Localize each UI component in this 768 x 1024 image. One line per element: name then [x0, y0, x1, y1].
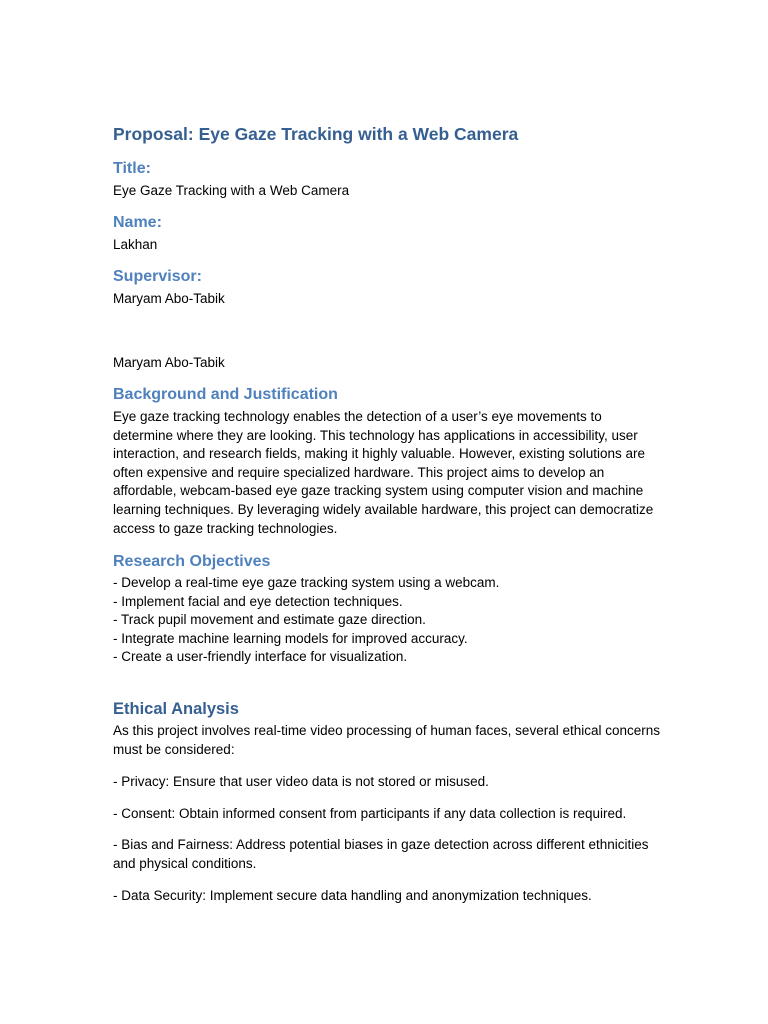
- title-label: Title:: [113, 160, 151, 177]
- supervisor-label: Supervisor:: [113, 268, 202, 285]
- list-item: - Implement facial and eye detection techniques.: [113, 593, 403, 609]
- background-heading: Background and Justification: [113, 386, 338, 403]
- ethics-point-security: - Data Security: Implement secure data handling and anonymization techniques.: [113, 888, 592, 903]
- objectives-heading: Research Objectives: [113, 553, 271, 570]
- ethics-intro: As this project involves real-time video processing of human faces, several ethical concerns must be considered:: [113, 723, 661, 757]
- supervisor-value: Maryam Abo-Tabik: [113, 291, 225, 306]
- list-item: - Create a user-friendly interface for visualization.: [113, 649, 408, 665]
- ethics-point-privacy: - Privacy: Ensure that user video data is not stored or misused.: [113, 774, 489, 789]
- ethics-heading: Ethical Analysis: [113, 700, 239, 718]
- list-item: - Develop a real-time eye gaze tracking system using a webcam.: [113, 575, 500, 590]
- ethics-point-bias: - Bias and Fairness: Address potential biases in gaze detection across different ethnicities and physical conditions.: [113, 837, 649, 871]
- supervisor-value-repeat: Maryam Abo-Tabik: [113, 355, 225, 370]
- name-value: Lakhan: [113, 237, 158, 252]
- title-value: Eye Gaze Tracking with a Web Camera: [113, 183, 350, 198]
- name-label: Name:: [113, 214, 162, 231]
- document-title: Proposal: Eye Gaze Tracking with a Web Camera: [113, 124, 519, 144]
- background-paragraph: Eye gaze tracking technology enables the detection of a user’s eye movements to determine where they are looking. This technology has applications in accessibility, user interaction, and research fields, making it highly valuable. However, existing solutions are often expensive and require specialized hardware. This project aims to develop an affordable, webcam-based eye gaze tracking system using computer vision and machine learning techniques. By leveraging widely available hardware, this project can democratize access to gaze tracking technologies.: [113, 409, 654, 536]
- ethics-point-consent: - Consent: Obtain informed consent from participants if any data collection is required.: [113, 806, 627, 821]
- list-item: - Integrate machine learning models for improved accuracy.: [113, 630, 468, 646]
- objectives-list: [113, 574, 499, 667]
- list-item: - Track pupil movement and estimate gaze direction.: [113, 612, 426, 628]
